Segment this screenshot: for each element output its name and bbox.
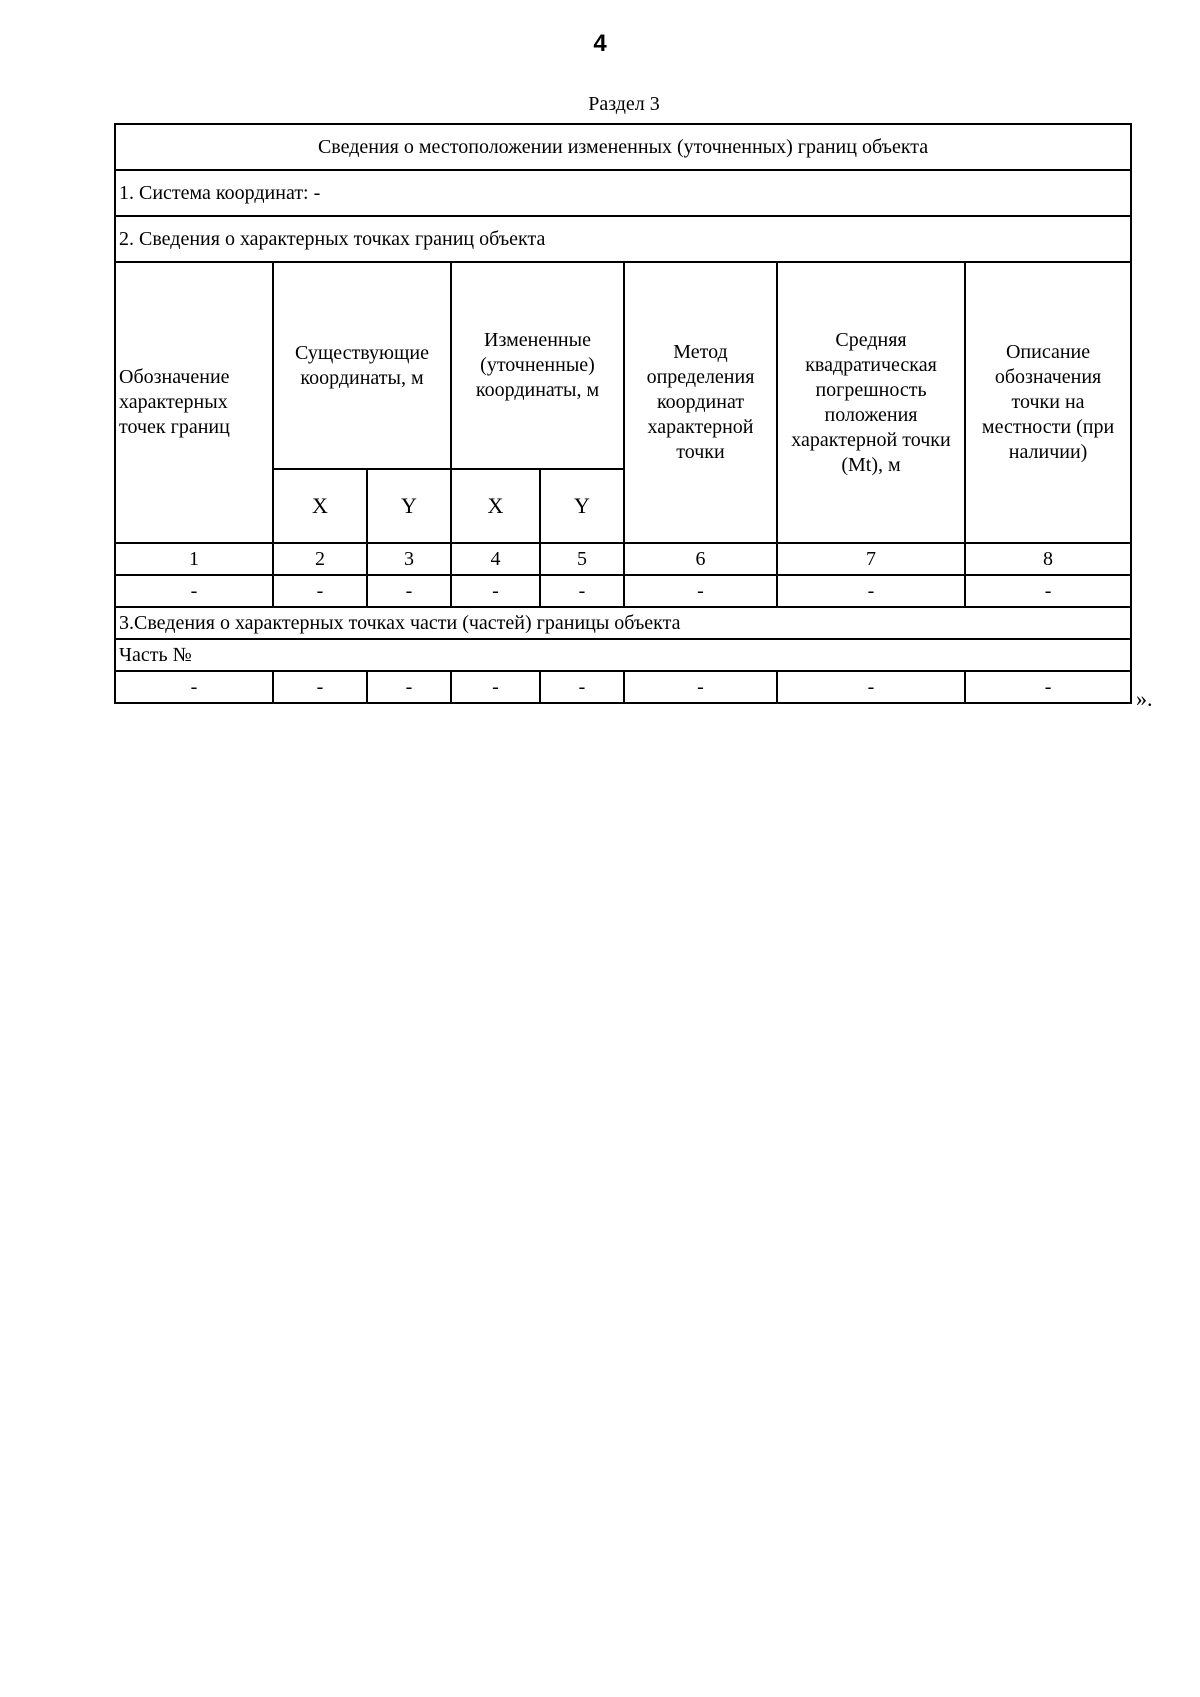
column-header-changed-y: Y	[540, 469, 624, 543]
column-header-designation: Обозначение характерных точек границ	[115, 262, 273, 543]
table-cell: -	[540, 575, 624, 607]
table-cell: -	[965, 671, 1131, 703]
column-header-method: Метод определения координат характерной точки	[624, 262, 777, 543]
table-cell: -	[965, 575, 1131, 607]
coordinate-system-row: 1. Система координат: -	[115, 170, 1131, 216]
column-number: 5	[540, 543, 624, 575]
column-header-changed-coordinates: Измененные (уточненные) координаты, м	[451, 262, 624, 469]
table-cell: -	[273, 671, 367, 703]
table-row	[115, 671, 1131, 703]
part-number-label: Часть №	[115, 639, 1131, 671]
table-cell: -	[367, 575, 451, 607]
section-title: Раздел 3	[588, 93, 660, 115]
table-cell: -	[367, 671, 451, 703]
column-number: 8	[965, 543, 1131, 575]
table-cell: -	[540, 671, 624, 703]
column-header-description: Описание обозначения точки на местности (при наличии)	[965, 262, 1131, 543]
table-row	[115, 575, 1131, 607]
parts-section-header: 3.Сведения о характерных точках части (частей) границы объекта	[115, 607, 1131, 639]
table-cell: -	[115, 671, 273, 703]
table-cell: -	[451, 671, 540, 703]
column-header-existing-x: X	[273, 469, 367, 543]
table-cell: -	[273, 575, 367, 607]
table-cell: -	[115, 575, 273, 607]
page-number: 4	[593, 30, 607, 57]
table-cell: -	[624, 575, 777, 607]
column-header-existing-coordinates: Существующие координаты, м	[273, 262, 451, 469]
column-number: 1	[115, 543, 273, 575]
table-cell: -	[777, 671, 965, 703]
column-number: 2	[273, 543, 367, 575]
column-number: 4	[451, 543, 540, 575]
table-title: Сведения о местоположении измененных (уточненных) границ объекта	[115, 124, 1131, 170]
points-section-header: 2. Сведения о характерных точках границ объекта	[115, 216, 1131, 262]
table-cell: -	[451, 575, 540, 607]
column-number: 6	[624, 543, 777, 575]
column-header-existing-y: Y	[367, 469, 451, 543]
column-header-mean-square-error: Средняя квадратическая погрешность положения характерной точки (Mt), м	[777, 262, 965, 543]
closing-quote: ».	[1136, 686, 1153, 711]
column-number: 3	[367, 543, 451, 575]
column-number: 7	[777, 543, 965, 575]
table-cell: -	[777, 575, 965, 607]
column-numbers-row	[115, 543, 1131, 575]
table-cell: -	[624, 671, 777, 703]
boundary-points-table	[114, 123, 1132, 704]
column-header-changed-x: X	[451, 469, 540, 543]
